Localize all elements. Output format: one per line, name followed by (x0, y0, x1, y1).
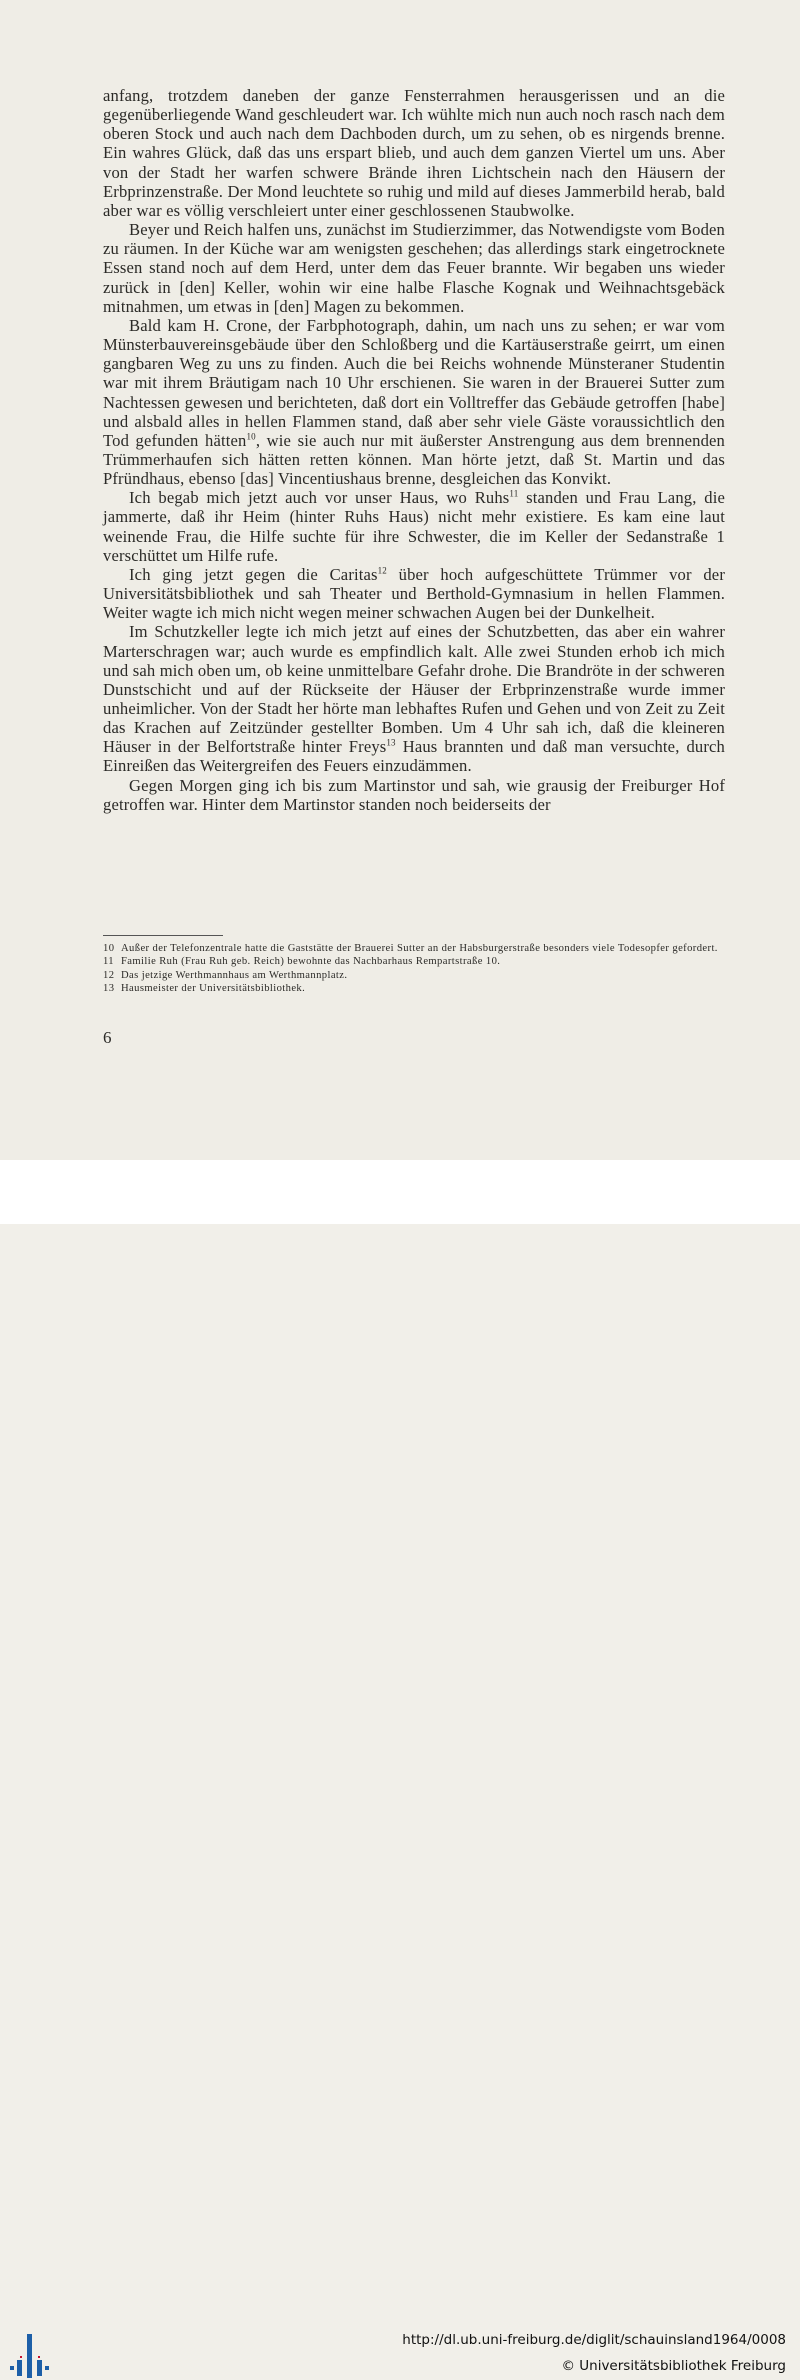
text-segment: anfang, trotzdem daneben der ganze Fensterrahmen herausgerissen und an die gegenüberliegende Wand geschleudert war. Ich wühlte mich nun auch noch rasch nach dem oberen Stock und auch nach dem Dachboden durch, um zu sehen, ob es nirgends brenne. Ein wahres Glück, daß das uns erspart blieb, und auch dem ganzen Viertel um uns. Aber von der Stadt her warfen schwere Brände ihren Lichtschein nach den Häusern der Erbprinzenstraße. Der Mond leuchtete so ruhig und mild auf dieses Jammerbild herab, bald aber war es völlig verschleiert unter einer geschlossenen Staubwolke. (103, 86, 725, 220)
footnote-text: Familie Ruh (Frau Ruh geb. Reich) bewohnte das Nachbarhaus Rempartstraße 10. (121, 956, 501, 968)
paragraph (103, 622, 725, 775)
footnote (103, 982, 728, 995)
footnote-number: 12 (103, 969, 115, 981)
text-segment: Ich ging jetzt gegen die Caritas (129, 564, 378, 584)
footnote (103, 955, 728, 968)
footnote (103, 942, 728, 955)
text-segment: über hoch aufgeschüttete Trümmer vor der Universitätsbibliothek und sah Theater und Berthold-Gymnasium in hellen Flammen. Weiter wagte ich mich nicht wegen meiner schwachen Augen bei der Dunkelheit. (103, 564, 725, 623)
paragraph (103, 220, 725, 316)
footnote-marker: 13 (386, 737, 396, 748)
scanned-page (0, 0, 800, 1160)
copyright-notice: © Universitätsbibliothek Freiburg (561, 2358, 786, 2374)
text-segment: Beyer und Reich halfen uns, zunächst im Studierzimmer, das Notwendigste vom Boden zu räumen. In der Küche war am wenigsten geschehen; das allerdings stark eingetrocknete Essen stand noch auf dem Herd, unter dem das Feuer brannte. Wir begaben uns wieder zurück in [den] Keller, wohin wir eine halbe Flasche Kognak und Weihnachtsgebäck mitnahmen, um etwas in [den] Magen zu bekommen. (103, 220, 725, 316)
text-segment: Ich begab mich jetzt auch vor unser Haus, wo Ruhs (129, 488, 510, 508)
paragraph (103, 488, 725, 565)
footnotes (103, 942, 728, 995)
footnote-marker: 11 (509, 488, 519, 499)
paragraph (103, 776, 725, 814)
footnote-rule (103, 935, 223, 936)
library-logo-icon (10, 2332, 50, 2380)
text-segment: Haus brannten und daß man versuchte, durch Einreißen das Weitergreifen des Feuers einzudämmen. (103, 737, 725, 776)
footnote-number: 10 (103, 943, 115, 954)
footnote-number: 13 (103, 982, 115, 994)
paragraph (103, 316, 725, 488)
footnote-marker: 10 (246, 431, 256, 442)
paragraph (103, 565, 725, 622)
paragraph (103, 86, 725, 220)
source-url-link[interactable]: http://dl.ub.uni-freiburg.de/diglit/schauinsland1964/0008 (402, 2332, 786, 2348)
text-segment: Gegen Morgen ging ich bis zum Martinstor und sah, wie grausig der Freiburger Hof getroffen war. Hinter dem Martinstor standen noch beiderseits der (103, 775, 725, 814)
viewer-footer (0, 1160, 800, 2374)
page-number: 6 (103, 1028, 112, 1047)
footnote-number: 11 (103, 956, 115, 968)
text-segment: , wie sie auch nur mit äußerster Anstrengung aus dem brennenden Trümmerhaufen sich hätten retten können. Man hörte jetzt, daß St. Martin und das Pfründhaus, ebenso [das] Vincentiushaus brenne, desgleichen das Konvikt. (103, 430, 725, 489)
footnote-marker: 12 (377, 565, 387, 576)
footnote-text: Hausmeister der Universitätsbibliothek. (121, 982, 306, 994)
text-segment: standen und Frau Lang, die jammerte, daß ihr Heim (hinter Ruhs Haus) nicht mehr existiere. Es kam eine laut weinende Frau, die Hilfe suchte für ihre Schwester, die im Keller der Sedanstraße 1 verschüttet um Hilfe rufe. (103, 488, 725, 565)
footnote-text: Das jetzige Werthmannhaus am Werthmannplatz. (121, 969, 348, 981)
footnote-text: Außer der Telefonzentrale hatte die Gaststätte der Brauerei Sutter an der Habsburgerstraße besonders viele Todesopfer gefordert. (121, 943, 718, 954)
footnote (103, 969, 728, 982)
text-segment: Im Schutzkeller legte ich mich jetzt auf eines der Schutzbetten, das aber ein wahrer Marterschragen war; auch wurde es empfindlich kalt. Alle zwei Stunden erhob ich mich und sah mich oben um, ob keine unmittelbare Gefahr drohe. Die Brandröte in der schweren Dunstschicht und auf der Rückseite der Häuser der Erbprinzenstraße wurde immer unheimlicher. Von der Stadt her hörte man lebhaftes Rufen und Gehen und von Zeit zu Zeit das Krachen auf Zeitzünder gestellter Bomben. Um 4 Uhr sah ich, daß die kleineren Häuser in der Belfortstraße hinter Freys (103, 622, 725, 757)
text-segment: Bald kam H. Crone, der Farbphotograph, dahin, um nach uns zu sehen; er war vom Münsterbauvereinsgebäude über den Schloßberg und die Kartäuserstraße geirrt, um einen gangbaren Weg zu uns zu finden. Auch die bei Reichs wohnende Münsteraner Studentin war mit ihrem Bräutigam nach 10 Uhr erschienen. Sie waren in der Brauerei Sutter zum Nachtessen gewesen und berichteten, daß dort ein Volltreffer das Gebäude getroffen [habe] und alsbald alles in hellen Flammen stand, daß aber sehr viele Gäste voraussichtlich den Tod gefunden hätten (103, 315, 725, 450)
body-text (103, 86, 725, 814)
